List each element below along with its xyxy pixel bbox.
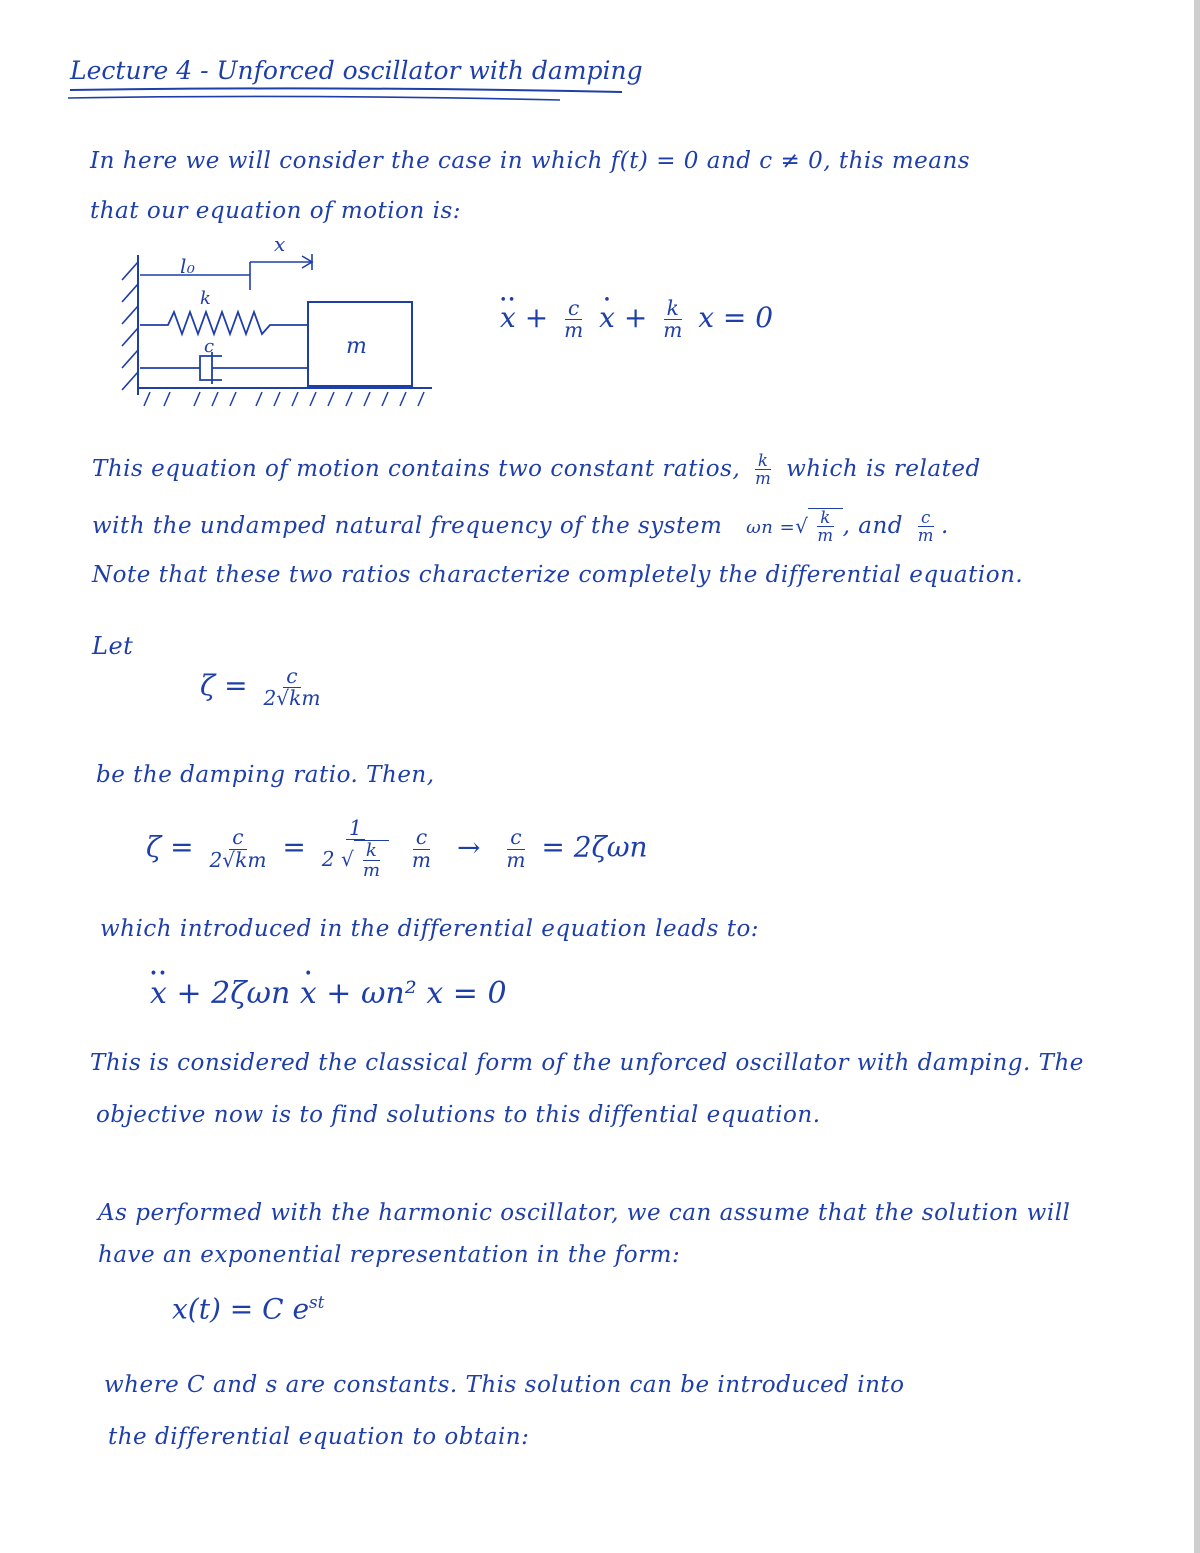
diagram-label-l0: l₀ [180,254,196,278]
intro-line-1: In here we will consider the case in which f(t) = 0 and c ≠ 0, this means [90,148,971,174]
spring-damper-mass-diagram [0,0,1200,420]
ratio-k-over-m [752,452,774,488]
chain-frac-3 [409,827,434,870]
solution-lhs: x(t) = C e [172,1292,310,1326]
chain-f2-den: 2 √ $\frac{k}{m}$ [319,840,392,880]
ratios-line-1 [92,452,981,488]
chain-f2-m: m [362,860,381,882]
eq1-plus-2: + [623,301,648,335]
page-title: Lecture 4 - Unforced oscillator with damping [70,56,643,85]
equation-of-motion [500,298,773,341]
ratio-c-over-m [915,509,937,545]
chain-f1-num: c [229,827,246,849]
arrow-icon: → [456,830,481,864]
zeta-def-lhs: ζ = [200,669,248,703]
eq1-k-over-m [660,298,685,341]
ratio-k-num: k [755,452,772,470]
ratio-c-num: c [918,509,934,527]
eq1-c-den: m [564,318,584,343]
eq1-x-ddot: •• x [500,301,516,334]
chain-frac-4 [503,827,528,870]
ratios-line-3: Note that these two ratios characterize completely the differential equation. [92,562,1024,588]
classical-line-2: objective now is to find solutions to this diffential equation. [96,1102,821,1128]
classical-line-1: This is considered the classical form of the unforced oscillator with damping. The [90,1050,1084,1076]
chain-f2-den-pre: 2 [321,847,335,872]
eq1-x: x [698,301,715,335]
ratio-k-den: m [755,469,772,489]
chain-f2-k: k [363,841,380,861]
wn-label: ωn = [746,516,796,538]
zeta-def-fraction [260,666,323,709]
eq1-k-den: m [663,318,683,343]
damping-ratio-line: be the damping ratio. Then, [96,762,435,788]
eq2-x-dot: • x [300,976,317,1011]
diagram-label-k: k [200,288,212,309]
solution-form [172,1292,324,1325]
wn-k-den: m [817,526,834,546]
chain-f4-num: c [507,827,524,849]
introduced-line: which introduced in the differential equation leads to: [100,916,760,942]
ratios-line-1b: which is related [786,455,981,482]
zeta-def-num: c [283,666,300,688]
constants-line-1: where C and s are constants. This solution can be introduced into [104,1372,905,1398]
ratios-line-2: with the undamped natural frequency of the system ωn =√ $\frac{k}{m}$ , and $\frac{c}{m}$ . [92,508,949,546]
zeta-def-den: 2√km [263,686,321,711]
classical-form-equation [150,976,507,1011]
chain-f3-num: c [413,827,430,849]
intro-line-2: that our equation of motion is: [90,198,462,224]
wn-k-over-m [814,509,836,545]
chain-f1-den: 2√km [209,847,267,872]
chain-f3-den: m [411,847,432,872]
scan-edge-shadow [1194,0,1200,1553]
wn-k-num: k [817,509,834,527]
ratios-line-1a: This equation of motion contains two constant ratios, [92,455,741,482]
eq2-mid: + 2ζωn [176,976,291,1011]
eq1-plus-1: + [524,301,549,335]
chain-lhs: ζ = [146,830,194,864]
eq1-c-num: c [565,298,582,320]
assume-line-1: As performed with the harmonic oscillator, we can assume that the solution will [98,1200,1071,1226]
chain-eq-2: = [282,830,306,864]
constants-line-2: the differential equation to obtain: [108,1424,530,1450]
eq1-c-over-m [561,298,586,341]
eq1-k-num: k [664,298,682,320]
chain-f2-inner [360,841,383,880]
chain-frac-2 [319,818,392,880]
eq1-x-dot: • x [599,301,615,334]
assume-line-2: have an exponential representation in the form: [98,1242,681,1268]
zeta-derivation [146,818,648,880]
ratios-line-2c: . [941,512,949,539]
diagram-label-m: m [346,334,368,359]
chain-f4-den: m [506,847,526,872]
eq2-tail: + ωn² x = 0 [326,976,507,1011]
chain-frac-1 [206,827,269,870]
ratio-c-den: m [917,526,934,546]
diagram-label-c: c [204,336,215,357]
chain-f2-num: 1 [346,818,365,840]
zeta-definition [200,666,327,709]
ratios-line-2a: with the undamped natural frequency of the system [92,512,723,539]
diagram-label-x: x [274,232,286,256]
solution-exp: st [309,1292,325,1312]
eq2-x-ddot: •• x [150,976,167,1011]
let-label: Let [92,632,134,660]
chain-rhs: = 2ζωn [541,830,648,864]
eq1-equals: = 0 [722,301,774,335]
ratios-line-2b: , and [842,512,903,539]
